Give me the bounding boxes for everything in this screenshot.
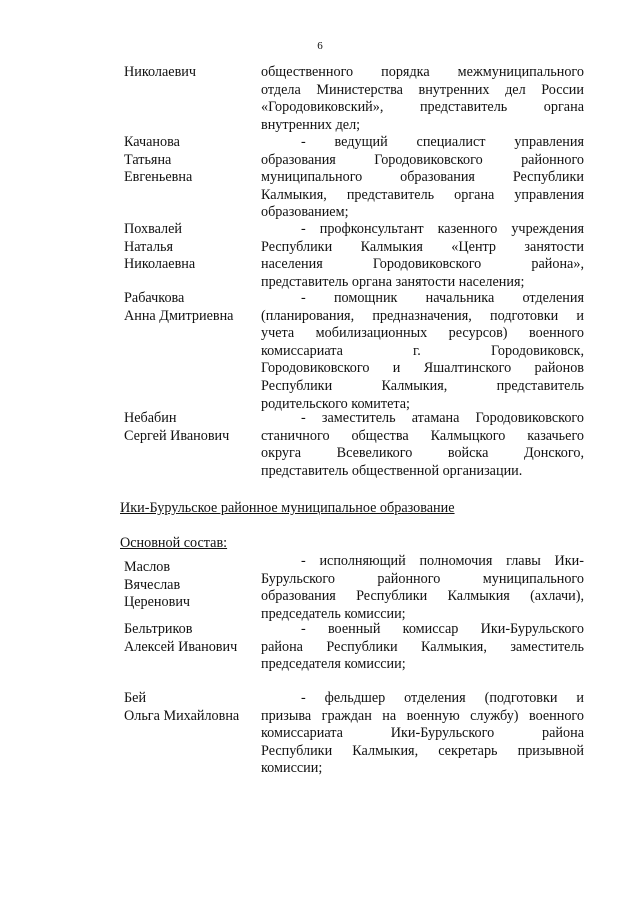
member-name — [124, 559, 252, 612]
name-line: Николаевна — [124, 256, 196, 273]
desc-line: призыва граждан на военную службу) военного — [261, 707, 584, 724]
composition-heading: Основной состав: — [120, 535, 228, 551]
page-number: 6 — [317, 40, 323, 52]
name-line: Николаевич — [124, 64, 197, 80]
desc-line: - профконсультант казенного учреждения — [301, 221, 584, 237]
desc-line: комиссариата г. Городовиковск, — [261, 342, 584, 359]
name-line: Наталья — [124, 238, 174, 255]
desc-line: муниципального образования Республики — [261, 169, 584, 186]
name-line: Небабин — [124, 410, 177, 426]
desc-line: комиссии; — [261, 760, 323, 777]
name-line: Вячеслав — [124, 576, 181, 593]
member-name — [124, 410, 252, 445]
desc-line: Республики Калмыкия, секретарь призывной — [261, 742, 584, 759]
member-description — [261, 64, 584, 134]
desc-line: «Городовиковский», представитель органа — [261, 99, 584, 116]
member-description — [261, 553, 584, 623]
section-heading: Ики-Бурульское районное муниципальное образование — [120, 500, 455, 516]
desc-line: - заместитель атамана Городовиковского — [301, 410, 584, 426]
name-line: Качанова — [124, 134, 180, 150]
desc-line: председателя комиссии; — [261, 656, 406, 673]
desc-line: образования Республики Калмыкия (ахлачи), — [261, 588, 584, 605]
name-line: Евгеньевна — [124, 169, 193, 186]
desc-line: Калмыкия, представитель органа управления — [261, 186, 584, 203]
desc-line: председатель комиссии; — [261, 605, 406, 622]
member-name — [124, 621, 252, 656]
desc-line: родительского комитета; — [261, 395, 410, 412]
member-name — [124, 290, 252, 325]
name-line: Рабачкова — [124, 290, 185, 306]
member-name — [124, 134, 252, 187]
name-line: Ольга Михайловна — [124, 707, 240, 724]
desc-line: образованием; — [261, 204, 349, 221]
desc-line: Республики Калмыкия, представитель — [261, 377, 584, 394]
desc-line: - исполняющий полномочия главы Ики- — [301, 553, 584, 569]
desc-line: комиссариата Ики-Бурульского района — [261, 725, 584, 742]
name-line: Бельтриков — [124, 621, 193, 637]
name-line: Алексей Иванович — [124, 638, 238, 655]
name-line: Бей — [124, 690, 147, 706]
member-name — [124, 64, 252, 82]
name-line: Татьяна — [124, 151, 172, 168]
desc-line: общественного порядка межмуниципального — [261, 64, 584, 80]
desc-line: - военный комиссар Ики-Бурульского — [301, 621, 584, 637]
desc-line: Республики Калмыкия «Центр занятости — [261, 238, 584, 255]
desc-line: отдела Министерства внутренних дел России — [261, 81, 584, 98]
desc-line: Городовиковского и Яшалтинского районов — [261, 360, 584, 377]
member-description — [261, 221, 584, 291]
desc-line: образования Городовиковского районного — [261, 151, 584, 168]
desc-line: учета мобилизационных ресурсов) военного — [261, 325, 584, 342]
desc-line: населения Городовиковского района», — [261, 256, 584, 273]
desc-line: внутренних дел; — [261, 116, 361, 133]
member-description — [261, 290, 584, 413]
name-line: Анна Дмитриевна — [124, 307, 234, 324]
desc-line: Бурульского районного муниципального — [261, 570, 584, 587]
member-description — [261, 134, 584, 222]
member-description — [261, 410, 584, 480]
desc-line: - помощник начальника отделения — [301, 290, 584, 306]
desc-line: округа Всевеликого войска Донского, — [261, 445, 584, 462]
name-line: Маслов — [124, 559, 171, 575]
desc-line: представитель органа занятости населения; — [261, 273, 525, 290]
member-name — [124, 221, 252, 274]
desc-line: (планирования, предназначения, подготовки и — [261, 307, 584, 324]
desc-line: представитель общественной организации. — [261, 462, 523, 479]
member-description — [261, 690, 584, 778]
desc-line: района Республики Калмыкия, заместитель — [261, 638, 584, 655]
desc-line: станичного общества Калмыцкого казачьего — [261, 427, 584, 444]
desc-line: - ведущий специалист управления — [301, 134, 584, 150]
name-line: Похвалей — [124, 221, 182, 237]
name-line: Церенович — [124, 594, 191, 611]
member-description — [261, 621, 584, 674]
member-name — [124, 690, 252, 725]
desc-line: - фельдшер отделения (подготовки и — [301, 690, 584, 706]
name-line: Сергей Иванович — [124, 427, 230, 444]
